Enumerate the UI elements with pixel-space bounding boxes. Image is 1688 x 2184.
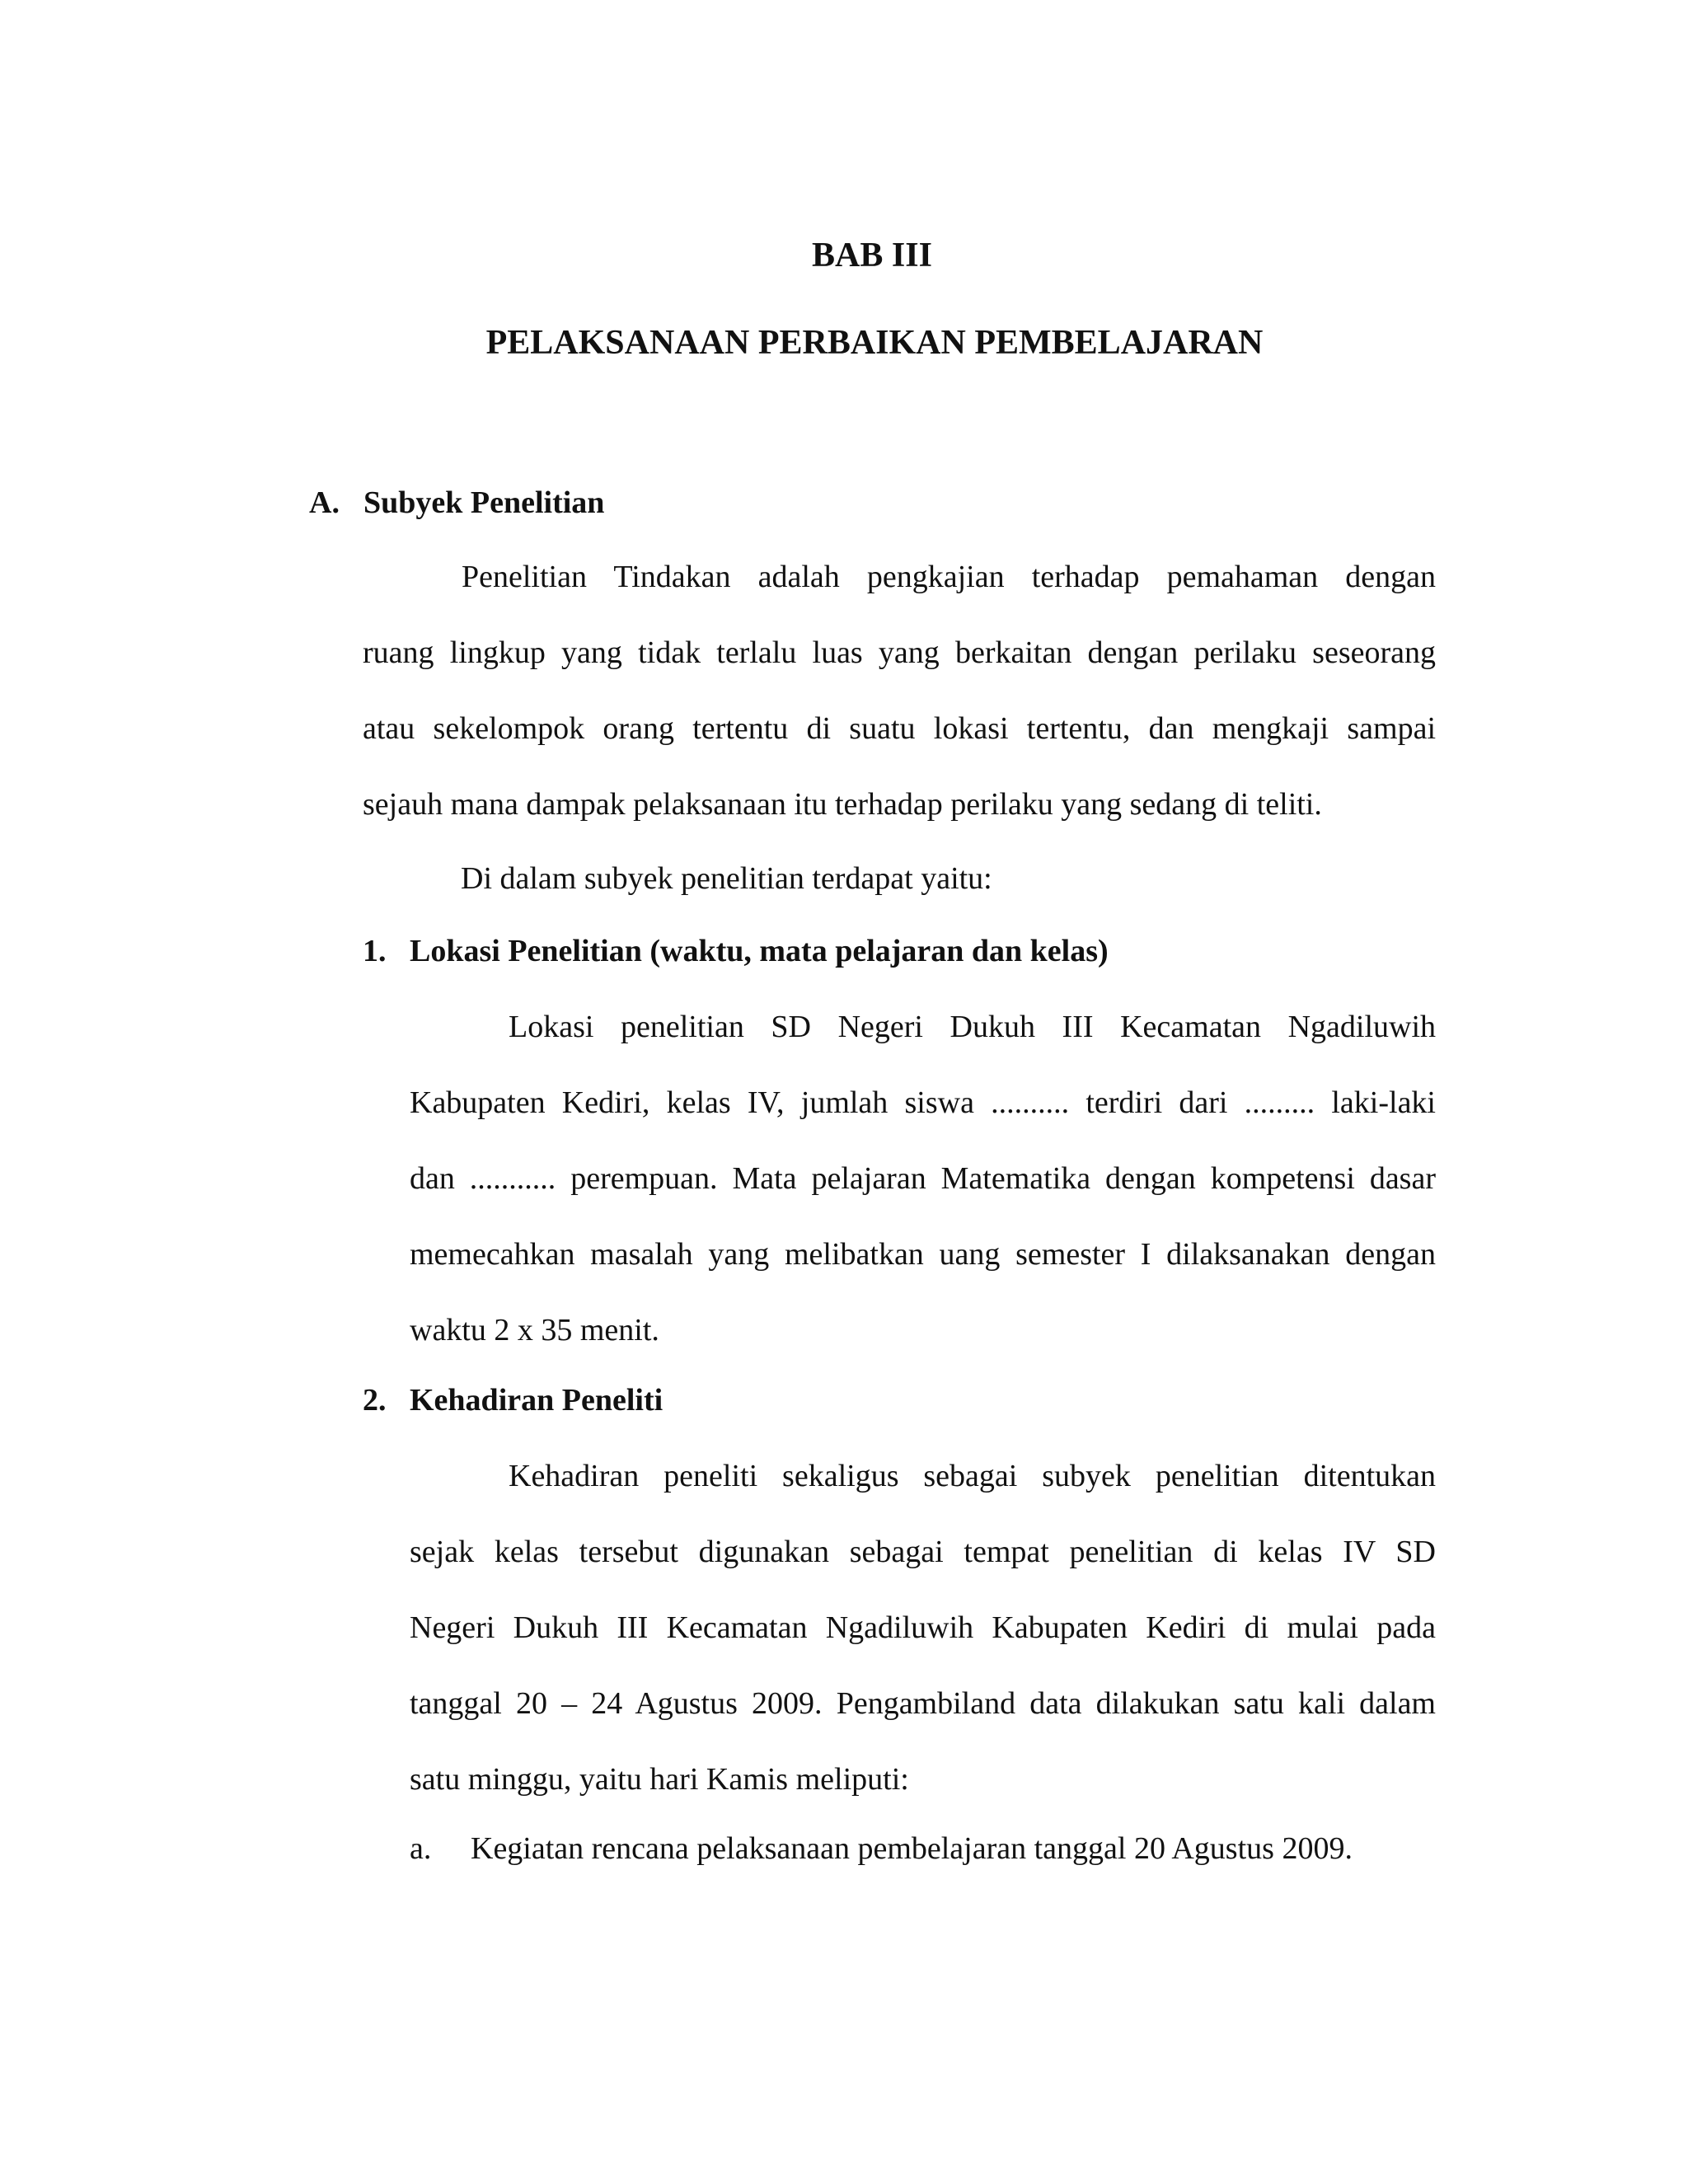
subsection-2-paragraph xyxy=(410,1438,1436,1817)
paragraph-line: memecahkan masalah yang melibatkan uang semester I dilaksanakan dengan xyxy=(410,1237,1436,1272)
subsection-1-title: Lokasi Penelitian (waktu, mata pelajaran dan kelas) xyxy=(410,934,1109,968)
paragraph-line: waktu 2 x 35 menit. xyxy=(410,1313,659,1347)
paragraph-line: tanggal 20 – 24 Agustus 2009. Pengambiland data dilakukan satu kali dalam xyxy=(410,1686,1436,1721)
list-item-text: Kegiatan rencana pelaksanaan pembelajaran tanggal 20 Agustus 2009. xyxy=(471,1831,1353,1866)
subsection-1-heading xyxy=(363,932,1109,970)
paragraph-line: ruang lingkup yang tidak terlalu luas yang berkaitan dengan perilaku seseorang xyxy=(363,635,1436,670)
chapter-title: BAB III xyxy=(812,237,932,274)
list-item-marker: a. xyxy=(410,1831,432,1866)
section-a-marker: A. xyxy=(309,485,340,520)
paragraph-line: Kehadiran peneliti sekaligus sebagai subyek penelitian ditentukan xyxy=(509,1459,1436,1493)
subsection-1-number: 1. xyxy=(363,934,387,968)
section-a-intro: Di dalam subyek penelitian terdapat yaitu: xyxy=(461,861,992,896)
paragraph-line: Lokasi penelitian SD Negeri Dukuh III Kecamatan Ngadiluwih xyxy=(509,1010,1436,1044)
subsection-2-heading xyxy=(363,1381,663,1419)
section-a-title: Subyek Penelitian xyxy=(363,485,605,520)
paragraph-line: atau sekelompok orang tertentu di suatu lokasi tertentu, dan mengkaji sampai xyxy=(363,711,1436,746)
paragraph-line: Kabupaten Kediri, kelas IV, jumlah siswa .......... terdiri dari ......... laki-laki xyxy=(410,1085,1436,1120)
subsection-2-number: 2. xyxy=(363,1383,387,1418)
paragraph-line: sejauh mana dampak pelaksanaan itu terhadap perilaku yang sedang di teliti. xyxy=(363,787,1322,822)
subsection-2-title: Kehadiran Peneliti xyxy=(410,1383,663,1418)
paragraph-line: Penelitian Tindakan adalah pengkajian terhadap pemahaman dengan xyxy=(462,560,1436,594)
chapter-subtitle: PELAKSANAAN PERBAIKAN PEMBELAJARAN xyxy=(485,324,1264,362)
section-a-paragraph xyxy=(363,539,1436,842)
paragraph-line: Negeri Dukuh III Kecamatan Ngadiluwih Kabupaten Kediri di mulai pada xyxy=(410,1610,1436,1645)
section-a-heading xyxy=(309,484,604,522)
paragraph-line: satu minggu, yaitu hari Kamis meliputi: xyxy=(410,1762,909,1797)
list-item xyxy=(410,1830,1353,1868)
paragraph-line: dan ........... perempuan. Mata pelajaran Matematika dengan kompetensi dasar xyxy=(410,1161,1436,1196)
subsection-1-paragraph xyxy=(410,989,1436,1368)
paragraph-line: sejak kelas tersebut digunakan sebagai tempat penelitian di kelas IV SD xyxy=(410,1535,1436,1569)
